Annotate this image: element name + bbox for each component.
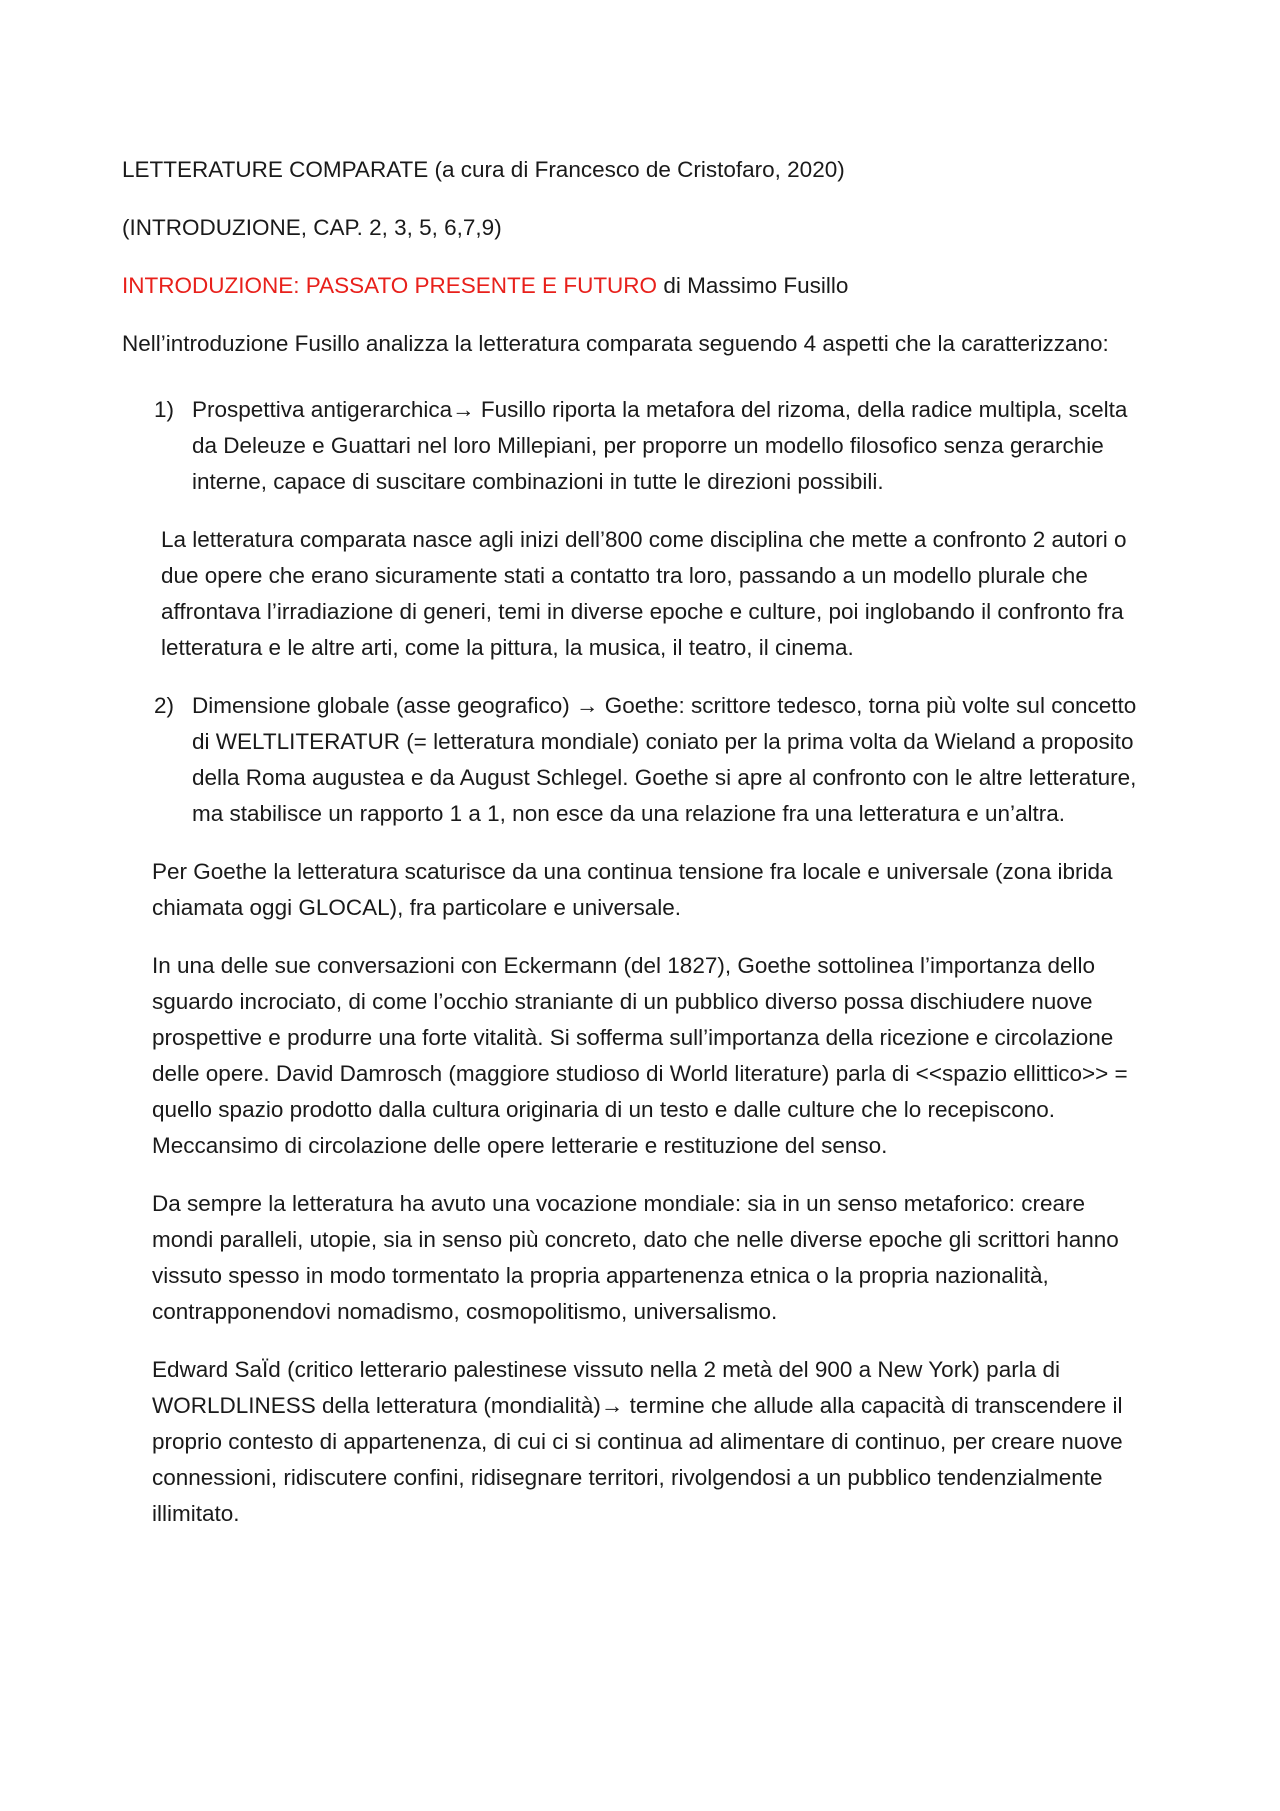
list-item-text: Dimensione globale (asse geografico) → Goethe: scrittore tedesco, torna più volte sul concetto di WELTLITERATUR (= letteratura mondiale) coniato per la prima volta da Wieland a proposito della Roma augustea e da August Schlegel. Goethe si apre al confronto con le altre letterature, ma stabilisce un rapporto 1 a 1, non esce da una relazione fra una letteratura e un’altra. <box>192 693 1137 826</box>
paragraph-said: Edward SaÏd (critico letterario palestinese vissuto nella 2 metà del 900 a New York) parla di WORLDLINESS della letteratura (mondialità)→ termine che allude alla capacità di transcendere il proprio contesto di appartenenza, di cui ci si continua ad alimentare di continuo, per creare nuove connessioni, ridiscutere confini, ridisegnare territori, rivolgendosi a un pubblico tendenzialmente illimitato. <box>152 1357 1123 1526</box>
list-number: 2) <box>154 693 175 718</box>
section-heading-line <box>122 268 1142 304</box>
section-author: di Massimo Fusillo <box>657 273 849 298</box>
chapters-line: (INTRODUZIONE, CAP. 2, 3, 5, 6,7,9) <box>122 215 502 240</box>
document-title: LETTERATURE COMPARATE (a cura di Francesco de Cristofaro, 2020) <box>122 157 845 182</box>
paragraph-eckermann: In una delle sue conversazioni con Eckermann (del 1827), Goethe sottolinea l’importanza dello sguardo incrociato, di come l’occhio straniante di un pubblico diverso possa dischiudere nuove prospettive e produrre una forte vitalità. Si sofferma sull’importanza della ricezione e circolazione delle opere. David Damrosch (maggiore studioso di World literature) parla di <<spazio ellittico>> = quello spazio prodotto dalla cultura originaria di un testo e dalle culture che lo recepiscono. Meccansimo di circolazione delle opere letterarie e restituzione del senso. <box>152 953 1128 1158</box>
paragraph-origins: La letteratura comparata nasce agli inizi dell’800 come disciplina che mette a confronto 2 autori o due opere che erano sicuramente stati a contatto tra loro, passando a un modello plurale che affrontava l’irradiazione di generi, temi in diverse epoche e culture, poi inglobando il confronto fra letteratura e le altre arti, come la pittura, la musica, il teatro, il cinema. <box>161 527 1127 660</box>
list-number: 1) <box>154 397 175 422</box>
section-heading: INTRODUZIONE: PASSATO PRESENTE E FUTURO <box>122 273 658 298</box>
paragraph-glocal: Per Goethe la letteratura scaturisce da una continua tensione fra locale e universale (zona ibrida chiamata oggi GLOCAL), fra particolare e universale. <box>152 859 1113 920</box>
list-item-1 <box>154 392 1152 500</box>
intro-paragraph: Nell’introduzione Fusillo analizza la letteratura comparata seguendo 4 aspetti che la caratterizzano: <box>122 331 1109 356</box>
paragraph-vocation: Da sempre la letteratura ha avuto una vocazione mondiale: sia in un senso metaforico: creare mondi paralleli, utopie, sia in senso più concreto, dato che nelle diverse epoche gli scrittori hanno vissuto spesso in modo tormentato la propria appartenenza etnica o la propria nazionalità, contrapponendovi nomadismo, cosmopolitismo, universalismo. <box>152 1191 1119 1324</box>
list-item-text: Prospettiva antigerarchica→ Fusillo riporta la metafora del rizoma, della radice multipla, scelta da Deleuze e Guattari nel loro Millepiani, per proporre un modello filosofico senza gerarchie interne, capace di suscitare combinazioni in tutte le direzioni possibili. <box>192 397 1128 494</box>
list-item-2 <box>154 688 1152 832</box>
